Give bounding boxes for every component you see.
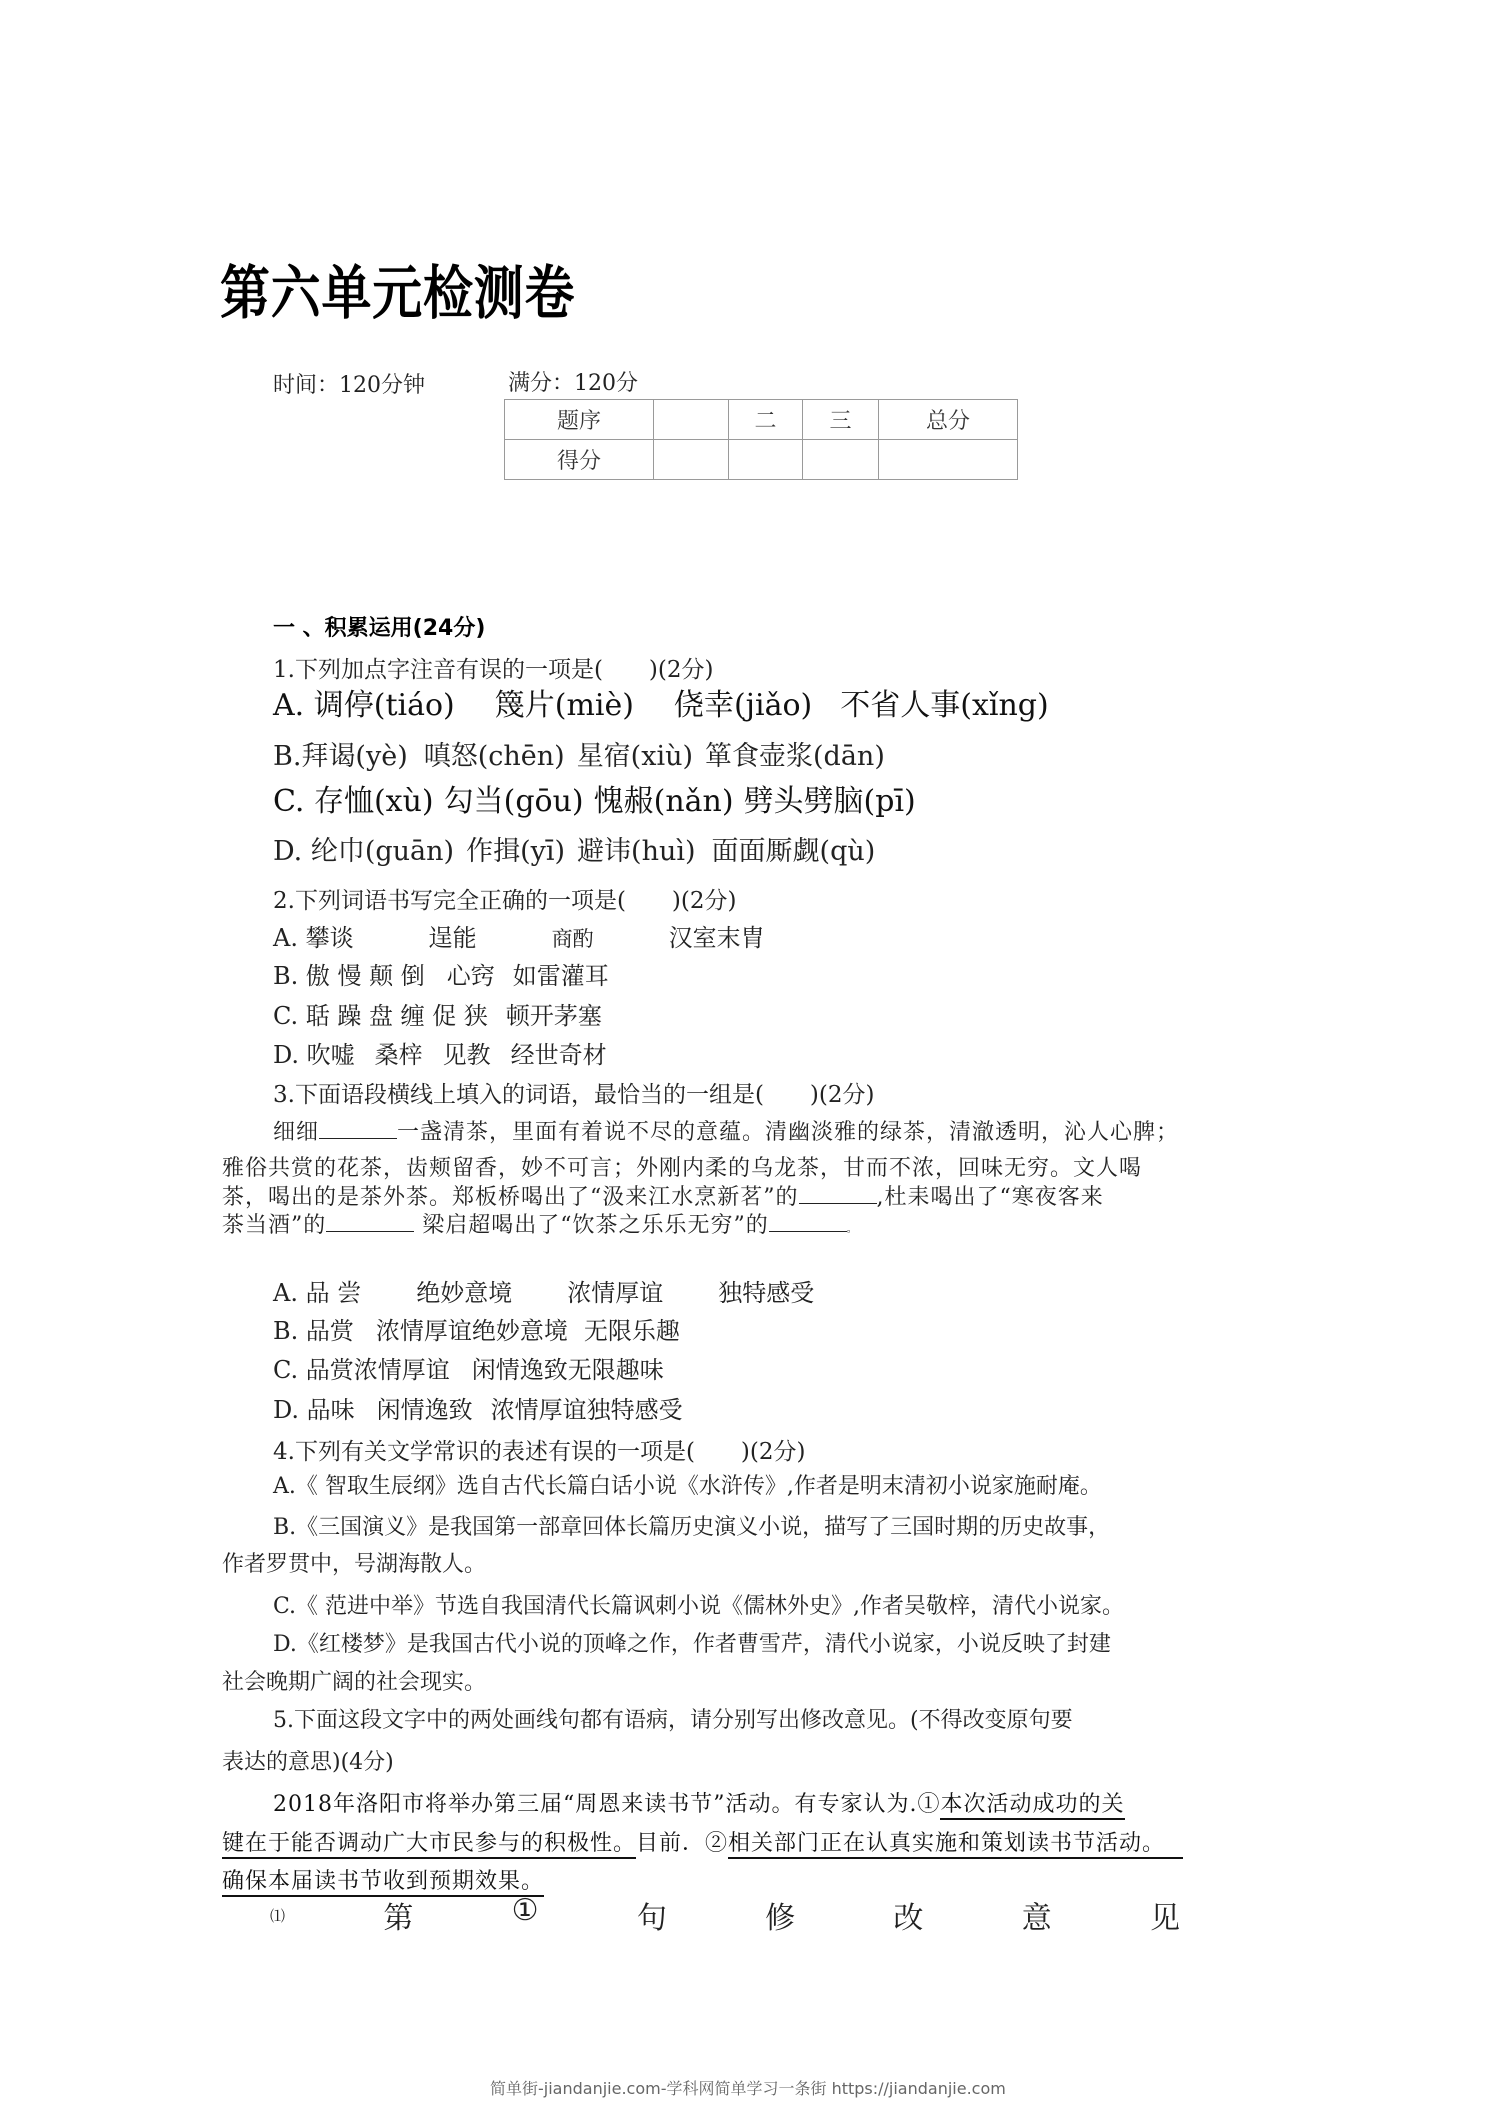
fill-blank[interactable]: [769, 1211, 847, 1232]
option-text: 星宿(xiù): [576, 741, 694, 772]
option-text: 顿开茅塞: [505, 1002, 602, 1030]
score-input-cell[interactable]: [729, 440, 803, 480]
option-text: 逞能: [428, 924, 477, 952]
option-text: 浓情厚谊独特感受: [490, 1396, 683, 1424]
score-table-cell: 三: [803, 400, 879, 440]
q5-answer-line: [270, 1893, 1180, 1937]
question-2-stem: 2.下列词语书写完全正确的一项是( )(2分): [273, 888, 737, 914]
option-text: 箪食壶浆(dān): [705, 741, 885, 772]
q3-option-c: [273, 1350, 664, 1385]
option-text: 劈头劈脑(pī): [743, 784, 916, 819]
underlined-sentence-2: 相关部门正在认真实施和策划读书节活动。: [728, 1831, 1183, 1859]
score-input-cell[interactable]: [879, 440, 1018, 480]
option-text: C. 存恤(xù): [273, 784, 434, 819]
fill-blank[interactable]: [799, 1183, 877, 1204]
passage-text: 茶，喝出的是茶外茶。郑板桥喝出了“汲来江水烹新茗”的: [222, 1185, 799, 1210]
option-text: 勾当(gōu): [443, 784, 584, 819]
passage-text: 一盏清茶，里面有着说不尽的意蕴。清幽淡雅的绿茶，清澈透明，沁人心脾；: [397, 1120, 1180, 1145]
passage-text: 细细: [273, 1120, 320, 1145]
answer-char: ①: [511, 1893, 539, 1928]
answer-char: 修: [765, 1901, 796, 1936]
passage-text: 。: [846, 1224, 858, 1235]
passage-text: 目前．②: [636, 1831, 729, 1856]
option-text: 愧赧(nǎn): [593, 784, 734, 819]
q2-option-d: [273, 1035, 607, 1070]
option-text: C. 聒 躁 盘 缠 促 狭: [273, 1002, 488, 1030]
q3-passage-line: 雅俗共赏的花茶，齿颊留香，妙不可言；外刚内柔的乌龙茶，甘而不浓，回味无穷。文人喝: [222, 1156, 1143, 1181]
option-text: 嗔怒(chēn): [423, 741, 565, 772]
question-4-stem: 4.下列有关文学常识的表述有误的一项是( )(2分): [273, 1439, 806, 1465]
score-table: [504, 399, 1018, 480]
option-text: 桑梓: [374, 1041, 423, 1069]
q1-option-d: [273, 829, 875, 868]
passage-text: 2018年洛阳市将举办第三届“周恩来读书节”活动。有专家认为.①: [273, 1792, 941, 1817]
option-text: 作揖(yī): [466, 836, 566, 867]
answer-index: ⑴: [270, 1907, 286, 1925]
option-text: C. 品赏浓情厚谊: [273, 1356, 450, 1384]
underlined-sentence-1: 本次活动成功的关: [940, 1792, 1124, 1820]
option-text: 如雷灌耳: [512, 962, 609, 990]
q3-passage-line: [222, 1208, 858, 1239]
q5-passage-line: [273, 1787, 1125, 1818]
question-5-stem-cont: 表达的意思)(4分): [222, 1750, 394, 1775]
option-text: A. 攀谈: [273, 924, 354, 952]
score-table-cell: 总分: [879, 400, 1018, 440]
option-text: 心窍: [446, 962, 495, 990]
option-text: 独特感受: [718, 1279, 815, 1307]
score-input-cell[interactable]: [803, 440, 879, 480]
option-text: 无限乐趣: [583, 1317, 680, 1345]
option-text: D. 纶巾(guān): [273, 836, 455, 867]
option-text: D. 吹嘘: [273, 1041, 355, 1069]
score-input-cell[interactable]: [654, 440, 729, 480]
answer-char: 意: [1021, 1901, 1052, 1936]
option-text: 浓情厚谊: [567, 1279, 664, 1307]
option-text: A. 品 尝: [273, 1279, 362, 1307]
question-3-stem: 3.下面语段横线上填入的词语，最恰当的一组是( )(2分): [273, 1082, 875, 1108]
q3-option-d: [273, 1390, 683, 1425]
answer-char: 见: [1150, 1901, 1180, 1936]
option-text: 不省人事(xǐng): [840, 688, 1049, 723]
answer-char: 第: [383, 1901, 414, 1936]
passage-text: 茶当酒”的: [222, 1213, 327, 1238]
fill-blank[interactable]: [326, 1211, 414, 1232]
q4-option-b: B.《三国演义》是我国第一部章回体长篇历史演义小说，描写了三国时期的历史故事，: [273, 1515, 1111, 1540]
section-heading: 一 、积累运用(24分): [273, 616, 486, 641]
page-title: 第六单元检测卷: [220, 259, 576, 327]
q3-passage-line: [222, 1180, 1104, 1211]
score-table-cell: 题序: [505, 400, 654, 440]
option-text: 篾片(miè): [494, 688, 634, 723]
q2-option-b: [273, 956, 609, 991]
exam-time: 时间：120分钟: [273, 373, 425, 398]
passage-text: 梁启超喝出了“饮茶之乐乐无穷”的: [414, 1213, 769, 1238]
q4-option-c: C.《 范进中举》节选自我国清代长篇讽刺小说《儒林外史》,作者吴敬梓，清代小说家。: [273, 1594, 1125, 1619]
q4-option-a: A.《 智取生辰纲》选自古代长篇白话小说《水浒传》,作者是明末清初小说家施耐庵。: [273, 1474, 1102, 1499]
answer-char: 改: [893, 1901, 924, 1936]
q4-option-d: D.《红楼梦》是我国古代小说的顶峰之作，作者曹雪芹，清代小说家，小说反映了封建: [273, 1632, 1111, 1657]
option-text: 商酌: [551, 927, 594, 951]
option-text: 汉室末胄: [668, 924, 765, 952]
option-text: 绝妙意境: [416, 1279, 513, 1307]
q3-option-b: [273, 1311, 680, 1346]
question-5-stem: 5.下面这段文字中的两处画线句都有语病，请分别写出修改意见。(不得改变原句要: [273, 1708, 1073, 1733]
score-table-cell: 二: [729, 400, 803, 440]
q4-option-d-cont: 社会晚期广阔的社会现实。: [222, 1670, 487, 1695]
option-text: A. 调停(tiáo): [273, 688, 455, 723]
score-table-header-row: [505, 400, 1018, 440]
q5-passage-line: [222, 1864, 544, 1895]
option-text: 见教: [442, 1041, 491, 1069]
option-text: 经世奇材: [510, 1041, 607, 1069]
q3-option-a: [273, 1273, 814, 1308]
q4-option-b-cont: 作者罗贯中，号湖海散人。: [222, 1552, 487, 1577]
footer-watermark: 简单街-jiandanjie.com-学科网简单学习一条街 https://jiandanjie.com: [490, 2079, 1006, 2098]
full-score: 满分：120分: [508, 371, 638, 396]
underlined-sentence-1: 键在于能否调动广大市民参与的积极性。: [222, 1831, 636, 1859]
score-table-cell: [654, 400, 729, 440]
answer-char: 句: [636, 1901, 667, 1936]
q1-option-a: [273, 680, 1049, 724]
option-text: 面面厮觑(qù): [711, 836, 876, 867]
option-text: 闲情逸致无限趣味: [471, 1356, 664, 1384]
q2-option-a: [273, 918, 765, 953]
score-table-score-row: [505, 440, 1018, 480]
fill-blank[interactable]: [319, 1118, 397, 1139]
score-table-cell: 得分: [505, 440, 654, 480]
q1-option-b: [273, 734, 885, 773]
option-text: B.拜谒(yè): [273, 741, 408, 772]
q2-option-c: [273, 996, 602, 1031]
option-text: D. 品味: [273, 1396, 355, 1424]
q1-option-c: [273, 776, 916, 820]
underlined-sentence-2: 确保本届读书节收到预期效果。: [222, 1869, 544, 1897]
passage-text: ,杜耒喝出了“寒夜客来: [876, 1185, 1104, 1210]
q5-passage-line: [222, 1826, 1183, 1857]
option-text: 避讳(huì): [577, 836, 696, 867]
option-text: 侥幸(jiǎo): [673, 688, 813, 723]
question-1-stem: 1.下列加点字注音有误的一项是( )(2分): [273, 657, 714, 683]
option-text: B. 品赏: [273, 1317, 354, 1345]
option-text: B. 傲 慢 颠 倒: [273, 962, 425, 990]
option-text: 闲情逸致: [376, 1396, 473, 1424]
option-text: 浓情厚谊绝妙意境: [375, 1317, 568, 1345]
q3-passage-line: [273, 1115, 1179, 1146]
